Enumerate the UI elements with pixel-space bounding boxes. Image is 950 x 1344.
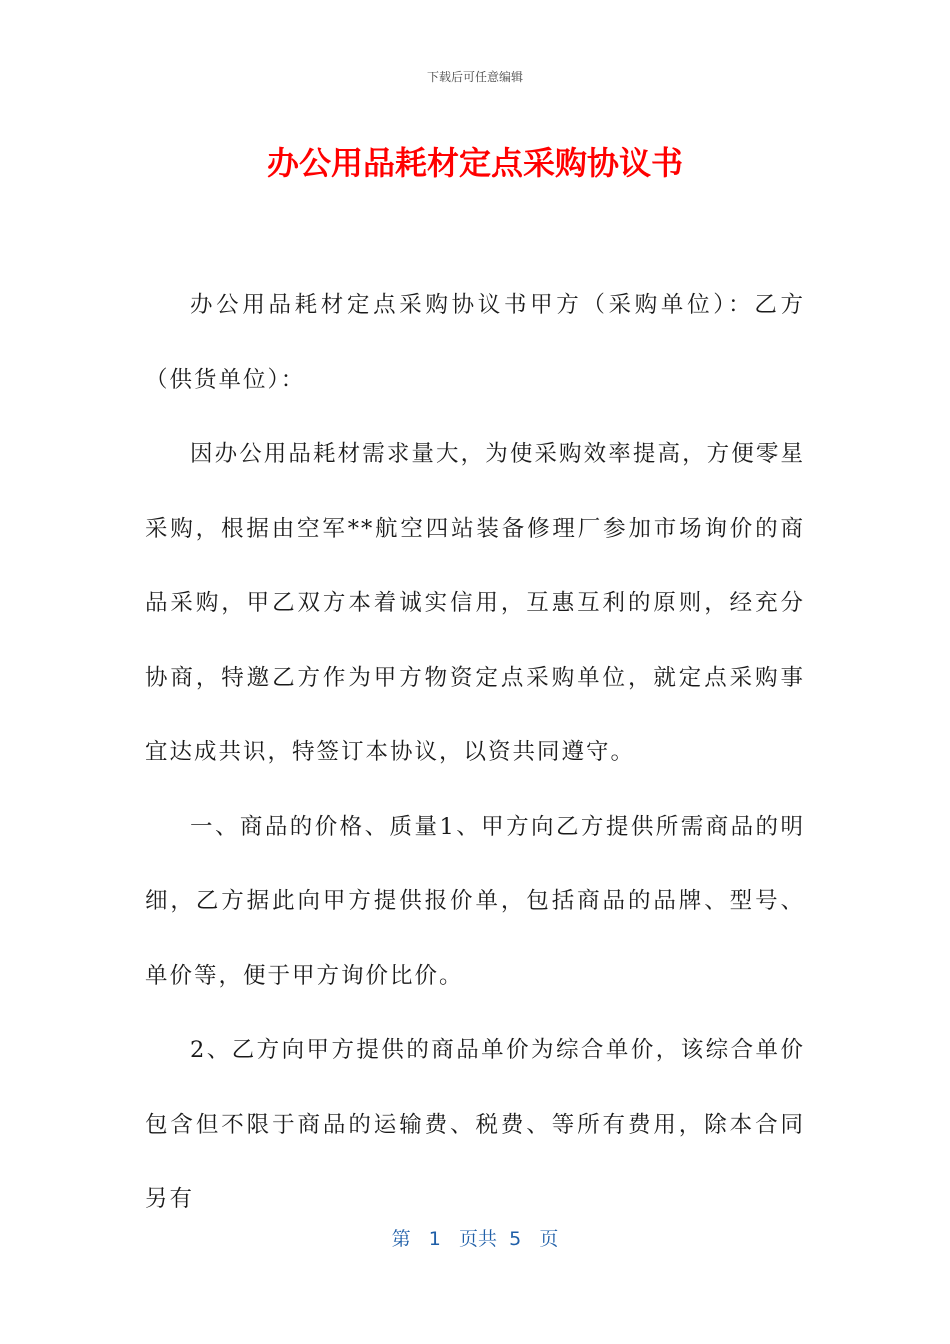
- page-footer: [0, 1224, 950, 1251]
- page-suffix: 页: [539, 1228, 559, 1250]
- page-prefix: 第: [391, 1228, 411, 1250]
- header-note: 下载后可任意编辑: [426, 70, 523, 84]
- page-middle: 页共: [459, 1228, 498, 1250]
- page-number: 1: [428, 1228, 441, 1250]
- paragraph-clause-2: 2、乙方向甲方提供的商品单价为综合单价，该综合单价包含但不限于商品的运输费、税费、等所有费用，除本合同另有: [145, 1037, 805, 1212]
- document-body: [145, 268, 805, 1237]
- total-pages: 5: [509, 1228, 522, 1250]
- paragraph-parties: 办公用品耗材定点采购协议书甲方（采购单位）：乙方（供货单位）：: [145, 292, 805, 393]
- paragraph-preamble: 因办公用品耗材需求量大，为使采购效率提高，方便零星采购，根据由空军**航空四站装备修理厂参加市场询价的商品采购，甲乙双方本着诚实信用，互惠互利的原则，经充分协商，特邀乙方作为甲方物资定点采购单位，就定点采购事宜达成共识，特签订本协议，以资共同遵守。: [145, 441, 805, 765]
- paragraph-clause-1: 一、商品的价格、质量1、甲方向乙方提供所需商品的明细，乙方据此向甲方提供报价单，包括商品的品牌、型号、单价等，便于甲方询价比价。: [145, 813, 805, 989]
- document-title: 办公用品耗材定点采购协议书: [266, 144, 683, 182]
